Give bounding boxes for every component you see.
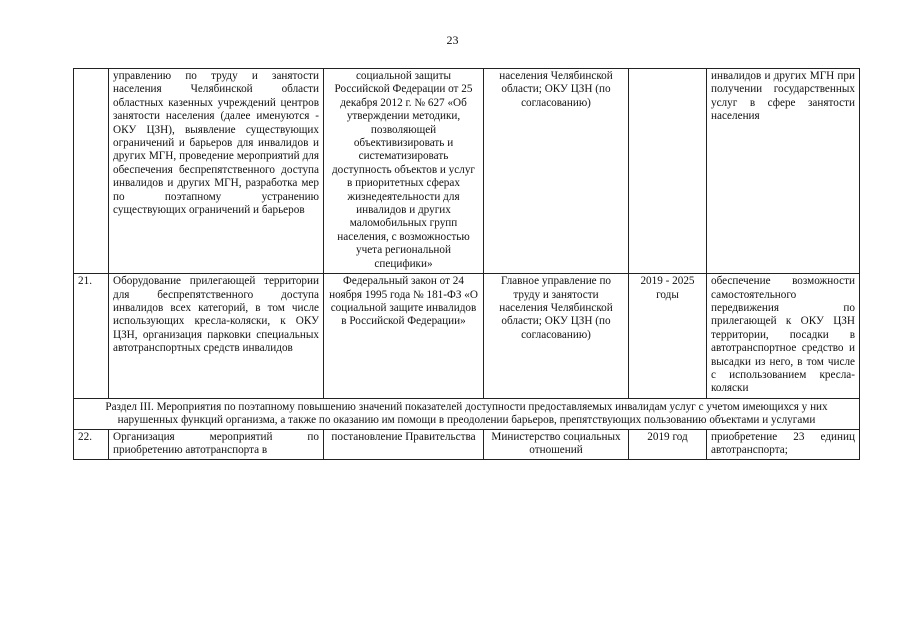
- row-number: [74, 69, 109, 274]
- row-number: 22.: [74, 429, 109, 460]
- result-cell: инвалидов и других МГН при получении государственных услуг в сфере занятости населения: [707, 69, 860, 274]
- legal-basis-cell: социальной защиты Российской Федерации от 25 декабря 2012 г. № 627 «Об утверждении методики, позволяющей объективизировать и систематизировать доступность объектов и услуг в приоритетных сферах жизнедеятельности для инвалидов и других маломобильных групп населения, с возможностью учета региональной специфики»: [324, 69, 484, 274]
- responsible-cell: Министерство социальных отношений: [484, 429, 629, 460]
- section-heading-row: [74, 398, 860, 429]
- measures-table: [73, 68, 860, 460]
- section-heading: Раздел III. Мероприятия по поэтапному повышению значений показателей доступности предоставляемых инвалидам услуг с учетом имеющихся у них нарушенных функций организма, а также по оказанию им помощи в преодолении барьеров, препятствующих пользованию объектами и услугами: [74, 398, 860, 429]
- row-number: 21.: [74, 274, 109, 399]
- period-cell: [629, 69, 707, 274]
- page-number: 23: [446, 33, 459, 47]
- responsible-cell: населения Челябинской области; ОКУ ЦЗН (по согласованию): [484, 69, 629, 274]
- table-row: [74, 69, 860, 274]
- measure-cell: Организация мероприятий по приобретению автотранспорта в: [109, 429, 324, 460]
- legal-basis-cell: постановление Правительства: [324, 429, 484, 460]
- result-cell: обеспечение возможности самостоятельного передвижения по прилегающей к ОКУ ЦЗН территории, посадки в автотранспортное средство и высадки из него, в том числе с использованием кресла-коляски: [707, 274, 860, 399]
- table-row: [74, 274, 860, 399]
- measure-cell: Оборудование прилегающей территории для беспрепятственного доступа инвалидов всех категорий, в том числе использующих кресла-коляски, к ОКУ ЦЗН, организация парковки специальных автотранспортных средств инвалидов: [109, 274, 324, 399]
- period-cell: 2019 - 2025 годы: [629, 274, 707, 399]
- result-cell: приобретение 23 единиц автотранспорта;: [707, 429, 860, 460]
- table-row: [74, 429, 860, 460]
- responsible-cell: Главное управление по труду и занятости населения Челябинской области; ОКУ ЦЗН (по согласованию): [484, 274, 629, 399]
- period-cell: 2019 год: [629, 429, 707, 460]
- measure-cell: управлению по труду и занятости населения Челябинской области областных казенных учреждений центров занятости населения (далее именуются - ОКУ ЦЗН), выявление существующих ограничений и барьеров для инвалидов и других МГН, проведение мероприятий для обеспечения беспрепятственного доступа инвалидов и других МГН, разработка мер по поэтапному устранению существующих ограничений и барьеров: [109, 69, 324, 274]
- legal-basis-cell: Федеральный закон от 24 ноября 1995 года № 181-ФЗ «О социальной защите инвалидов в Российской Федерации»: [324, 274, 484, 399]
